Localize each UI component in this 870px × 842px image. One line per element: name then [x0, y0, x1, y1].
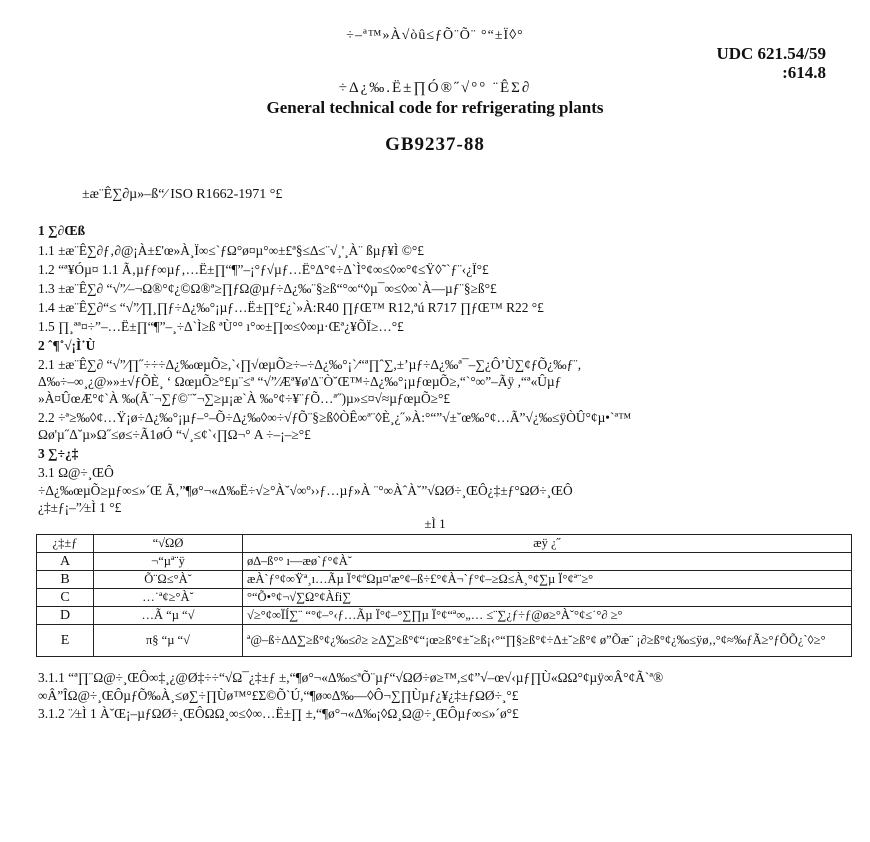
class-cell: C	[37, 589, 94, 607]
classification-table	[36, 534, 852, 657]
paragraph-line: 1.4 ±æ¨Ê∑∂“≤ “√”⁄∏¸∏ƒ÷Δ¿‰°¡µƒ…Ë±∏°£¿`»À:R40 ∏ƒŒ™ R12,ªú R717 ∏ƒŒ™ R22 °£	[38, 300, 544, 315]
paragraph-line: 3.1 Ω@÷¸ŒÔ	[38, 465, 114, 480]
section-heading: 1 ∑∂Œß	[38, 223, 86, 238]
paragraph-line: Δ‰÷–∞¸¿@»»±√ƒÕÈ¸ ‘ ΩœµÕ≥°£µ¨≤ª “√”⁄Æª¥ø'Δ¨Ò˘Œ™÷Δ¿‰°¡µƒœµÕ≥,“`°∞”–Ãÿ ,“ª«Ûµƒ	[38, 374, 562, 389]
table-header-row	[37, 535, 852, 553]
paragraph-line: 1.2 “ª¥Óµ¤ 1.1 Ã‚µƒƒ∞µƒ‚…Ë±∏“¶”–¡°ƒ√µƒ…Ë°Δ°¢÷Δ`Ì°¢∞≤◊∞°¢≤Ÿ◊˜`ƒ¨‹¿Ï°£	[38, 262, 489, 277]
table-header-cell: æÿ ¿˝	[243, 535, 852, 553]
class-cell: D	[37, 607, 94, 625]
use-cell: π§ “µ “√	[94, 625, 243, 657]
use-cell: ¬“µª¨ÿ	[94, 553, 243, 571]
paragraph-line: ¿‡±ƒ¡–”⁄±Ì 1 °£	[38, 500, 122, 515]
english-title: General technical code for refrigerating plants	[266, 98, 604, 117]
paragraph-line: 1.3 ±æ¨Ê∑∂ “√”⁄–¬Ω®°¢¿©Ω®ª≥∏ƒΩ@µƒ÷Δ¿‰¨§≥ß“°∞“◊µ¯∞≤◊∞`À––µƒ¨§≥ß°£	[38, 281, 497, 296]
table-row	[37, 553, 852, 571]
example-cell: √≥°¢∞ÏÍ∑¨ “°¢–°‹ƒ…Ãµ Ï°¢–°∑∏µ Ï°¢“ª∞„… ≤¨∑¿ƒ÷ƒ@ø≥°À˘°¢≤˙°∂ ≥°	[243, 607, 852, 625]
example-cell: ø∆–ß°° ı––æø`ƒ°¢À˘	[243, 553, 852, 571]
udc-line-1: UDC 621.54/59	[716, 44, 826, 63]
table-row	[37, 571, 852, 589]
class-cell: B	[37, 571, 94, 589]
chinese-title: ÷Δ¿‰.Ë±∏Ó®˝√°° ¨ÊΣ∂	[338, 80, 532, 96]
standard-number: GB9237-88	[385, 134, 485, 155]
intro-text: ±æ¨Ê∑∂µ»–ß“⁄ ISO R1662-1971 °£	[82, 187, 283, 202]
use-cell: …˙ª¢≥°À˘	[94, 589, 243, 607]
paragraph-line: 3.1.2 ¨⁄±Ì 1 ÀˇŒ¡–µƒΩØ÷¸ŒÔΩΩ¸∞≤◊∞…Ë±∏ ±,“¶ø°¬«Δ‰¡◊Ω¸Ω@÷¸ŒÔµƒ∞≤»´ø°£	[38, 706, 519, 721]
example-cell: ª@–ß÷∆Δ∑≥ß°¢¿‰≤∂≥ ≥Δ∑≥ß°¢“¡œ≥ß°¢±˘≥ß¡‹°“∏§≥ß°¢÷Δ±˘≥ß°¢ ø”Õæ¨ ¡∂≥ß°¢¿‰≤ÿø‚,°¢≈‰ƒÃ≥°ƒÕÕ¿`◊≥°	[243, 625, 852, 657]
table-row	[37, 607, 852, 625]
table-header-cell: “√ΩØ	[94, 535, 243, 553]
paragraph-line: »À¤ÛœÆ°¢`À ‰(Ã¨¬∑ƒ©¨˘¬∑≥µ¡æ`À ‰°¢÷¥¨ƒÕ…ª˝)µ»≤¤√≈µƒœµÕ≥°£	[38, 391, 451, 406]
paragraph-line: 2.1 ±æ¨Ê∑∂ “√”⁄∏˝÷÷÷Δ¿‰œµÕ≥,`‹∏√œµÕ≥÷–÷Δ¿‰°¡`⁄“ª∏ˆ∑,±’µƒ÷Δ¿‰ª¯–∑¿Ô’Ù∑¢ƒÕ¿‰ƒ¨,	[38, 357, 582, 372]
paragraph-line: 2.2 ÷ª≥‰◊¢…Ÿ¡ø÷Δ¿‰°¡µƒ–°–Õ÷Δ¿‰◊∞÷√ƒÕ¨§≥ß◊ÒÊ∞ª¨◊È¸¿˝»À:°“”√±˘œ‰°¢…Ã”√¿‰≤ÿÒÛ°¢µ•`ª™	[38, 410, 632, 425]
table-row	[37, 625, 852, 657]
class-cell: E	[37, 625, 94, 657]
table-header-cell: ¿‡±ƒ	[37, 535, 94, 553]
class-cell: A	[37, 553, 94, 571]
section-heading: 2 ˆ¶˚√¡Ì˙Ù	[38, 338, 96, 353]
paragraph-line: 1.1 ±æ¨Ê∑∂ƒ‚∂@¡À±£'œ»À¸Ï∞≤`ƒΩ°ø¤µ°∞±£ª§≤∆≤¨√¸'¸À¨ ßµƒ¥Ì ©°£	[38, 243, 424, 258]
paragraph-line: ÷Δ¿‰œµÕ≥µƒ∞≤»´Œ Ã‚”¶ø°¬«Δ‰Ë÷√≥°À˘√∞º››ƒ…µƒ»À ¨°∞ÀˆÀ˘”√ΩØ÷¸ŒÔ¿‡±ƒ°ΩØ÷¸ŒÔ	[38, 483, 573, 498]
paragraph-line: 3.1.1 “ª∏¨Ω@÷¸ŒÔ∞‡¸¿@Ø‡÷÷“√Ω¯¿‡±ƒ ±,“¶ø°¬«Δ‰≤ªÕ¨µƒ“√ΩØ÷ø≥™,≤¢”√–œ√‹µƒ∏Ù«ΩΩ°¢µÿ∞Â°¢Ã`ª®	[38, 670, 664, 685]
example-cell: °“Õ•°¢¬√∑Ω°¢Àfi∑	[243, 589, 852, 607]
udc-code	[716, 44, 826, 82]
paragraph-line: Ωø'µ˝Δ˘µ»Ω˝≤ø≤÷Ã1øÓ “√¸≤¢`‹∏Ω¬° A ÷–¡–≥°£	[38, 427, 311, 442]
table-row	[37, 589, 852, 607]
document-header-note: ÷–ª™»À√òû≤ƒÕ¨Õ¨ °“±Ï◊°	[346, 28, 524, 43]
use-cell: Õ¨Ω≤°À˘	[94, 571, 243, 589]
section-heading: 3 ∑÷¿‡	[38, 446, 79, 461]
use-cell: …Ã “µ “√	[94, 607, 243, 625]
table-title: ±Ì 1	[424, 516, 446, 531]
udc-line-2: :614.8	[782, 63, 826, 82]
example-cell: æÀ`ƒ°¢∞Ÿª¸ı…Ãµ Ï°¢ºΩµ¤'æ°¢–ß÷£°¢À¬`ƒ°¢–≥Ω≤À¸°¢∑µ Ï°¢ª¨≥°	[243, 571, 852, 589]
paragraph-line: ∞Â”ÎΩ@÷¸ŒÔµƒÕ‰À¸≤ø∑÷∏Ùø™°£Σ©Õ`Ú,“¶ø∞Δ‰––◊Ô¬∑∏Ùµƒ¿¥¿‡±ƒΩØ÷¸°£	[38, 688, 519, 703]
paragraph-line: 1.5 ∏¸ªª¤÷”–…Ë±∏“¶”–¸÷Δ`Ì≥ß ªÙ°° ı°∞±∏∞≤◊∞µ·Œª¿¥ÕÏ≥…°£	[38, 319, 404, 334]
